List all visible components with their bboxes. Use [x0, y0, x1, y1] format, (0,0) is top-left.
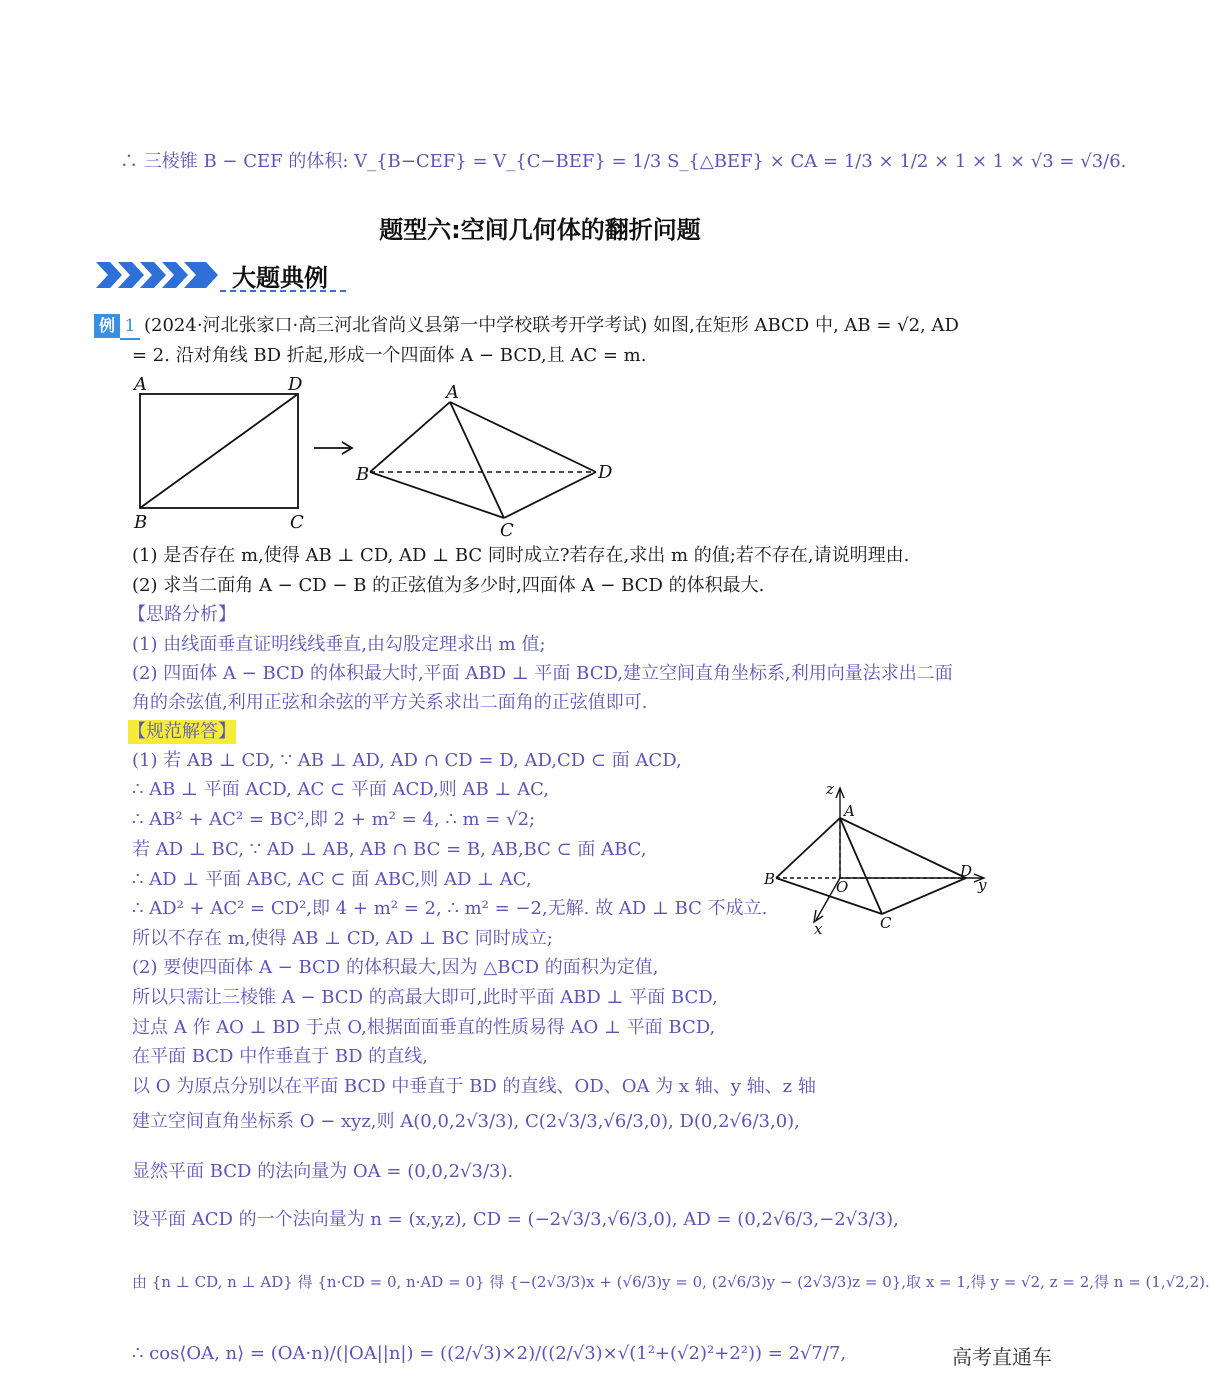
solution-line-7: 所以不存在 m,使得 AB ⊥ CD, AD ⊥ BC 同时成立;	[132, 928, 553, 949]
solution-line-9: 所以只需让三棱锥 A − BCD 的高最大即可,此时平面 ABD ⊥ 平面 BCD,	[132, 987, 718, 1008]
watermark: 高考直通车	[952, 1345, 1052, 1369]
example-number: 1	[120, 314, 140, 340]
label-a: A	[446, 382, 459, 403]
solution-line-8: (2) 要使四面体 A − BCD 的体积最大,因为 △BCD 的面积为定值,	[132, 957, 659, 978]
solution-line-10: 过点 A 作 AO ⊥ BD 于点 O,根据面面垂直的性质易得 AO ⊥ 平面 BCD,	[132, 1017, 716, 1038]
solution-line-11: 在平面 BCD 中作垂直于 BD 的直线,	[132, 1046, 429, 1067]
label-b: B	[764, 870, 776, 888]
solution-line-4: 若 AD ⊥ BC, ∵ AD ⊥ AB, AB ∩ BC = B, AB,BC ⊂ 面 ABC,	[132, 839, 647, 860]
solution-line-15: 设平面 ACD 的一个法向量为 n = (x,y,z), CD = (−2√3/3,√6/3,0), AD = (0,2√6/3,−2√3/3),	[132, 1209, 899, 1230]
solution-line-3: ∴ AB² + AC² = BC²,即 2 + m² = 4, ∴ m = √2;	[132, 809, 536, 830]
tetrahedron-figure	[354, 380, 624, 540]
label-a: A	[844, 802, 855, 820]
label-o: O	[836, 878, 849, 896]
solution-line-13: 建立空间直角坐标系 O − xyz,则 A(0,0,2√3/3), C(2√3/3,√6/3,0), D(0,2√6/3,0),	[132, 1111, 800, 1132]
banner-underline	[220, 290, 346, 292]
coordinate-figure	[760, 778, 992, 938]
solution-line-16: 由 {n ⊥ CD, n ⊥ AD} 得 {n·CD = 0, n·AD = 0} 得 {−(2√3/3)x + (√6/3)y = 0, (2√6/3)y − (2√3/3)z = 0},取 x = 1,得 y = √2, z = 2,得 n = (1,√2,2).	[132, 1273, 1210, 1291]
label-x: x	[814, 920, 823, 938]
idea-line-2: (2) 四面体 A − BCD 的体积最大时,平面 ABD ⊥ 平面 BCD,建立空间直角坐标系,利用向量法求出二面	[132, 663, 953, 684]
label-a: A	[134, 374, 147, 395]
label-c: C	[500, 520, 514, 541]
label-c: C	[290, 512, 304, 533]
label-z: z	[826, 780, 834, 798]
arrow-right-icon	[312, 438, 356, 458]
solution-line-12: 以 O 为原点分别以在平面 BCD 中垂直于 BD 的直线、OD、OA 为 x 轴、y 轴、z 轴	[132, 1076, 816, 1097]
idea-tag: 【思路分析】	[128, 604, 236, 625]
solution-line-14: 显然平面 BCD 的法向量为 OA = (0,0,2√3/3).	[132, 1161, 514, 1182]
solution-line-6: ∴ AD² + AC² = CD²,即 4 + m² = 2, ∴ m² = −2,无解. 故 AD ⊥ BC 不成立.	[132, 898, 768, 919]
example-text-line-1: (2024·河北张家口·高三河北省尚义县第一中学校联考开学考试) 如图,在矩形 ABCD 中, AB = √2, AD	[144, 315, 959, 336]
volume-conclusion: ∴ 三棱锥 B − CEF 的体积: V_{B−CEF} = V_{C−BEF} = 1/3 S_{△BEF} × CA = 1/3 × 1/2 × 1 × 1 × √3 = √3/6.	[120, 151, 1127, 172]
label-d: D	[598, 462, 613, 483]
label-d: D	[288, 374, 303, 395]
question-1: (1) 是否存在 m,使得 AB ⊥ CD, AD ⊥ BC 同时成立?若存在,求出 m 的值;若不存在,请说明理由.	[132, 545, 910, 566]
solution-line-17: ∴ cos⟨OA, n⟩ = (OA·n)/(|OA||n|) = ((2/√3)×2)/((2/√3)×√(1²+(√2)²+2²)) = 2√7/7,	[132, 1343, 847, 1364]
section-heading: 题型六:空间几何体的翻折问题	[379, 216, 701, 244]
banner-title: 大题典例	[232, 264, 328, 292]
solution-tag: 【规范解答】	[128, 721, 236, 742]
rectangle-figure	[128, 372, 318, 537]
label-b: B	[134, 512, 148, 533]
label-b: B	[356, 464, 370, 485]
idea-line-1: (1) 由线面垂直证明线线垂直,由勾股定理求出 m 值;	[132, 634, 546, 655]
solution-line-1: (1) 若 AB ⊥ CD, ∵ AB ⊥ AD, AD ∩ CD = D, AD,CD ⊂ 面 ACD,	[132, 750, 682, 771]
solution-line-5: ∴ AD ⊥ 平面 ABC, AC ⊂ 面 ABC,则 AD ⊥ AC,	[132, 869, 532, 890]
label-d: D	[960, 862, 973, 880]
solution-line-2: ∴ AB ⊥ 平面 ACD, AC ⊂ 平面 ACD,则 AB ⊥ AC,	[132, 779, 549, 800]
question-2: (2) 求当二面角 A − CD − B 的正弦值为多少时,四面体 A − BCD 的体积最大.	[132, 575, 765, 596]
example-text-line-2: = 2. 沿对角线 BD 折起,形成一个四面体 A − BCD,且 AC = m.	[132, 345, 647, 366]
example-tag: 例	[94, 314, 120, 338]
label-c: C	[880, 914, 892, 932]
chevron-banner-icon	[96, 258, 226, 292]
idea-line-3: 角的余弦值,利用正弦和余弦的平方关系求出二面角的正弦值即可.	[132, 692, 648, 713]
label-y: y	[978, 876, 987, 894]
